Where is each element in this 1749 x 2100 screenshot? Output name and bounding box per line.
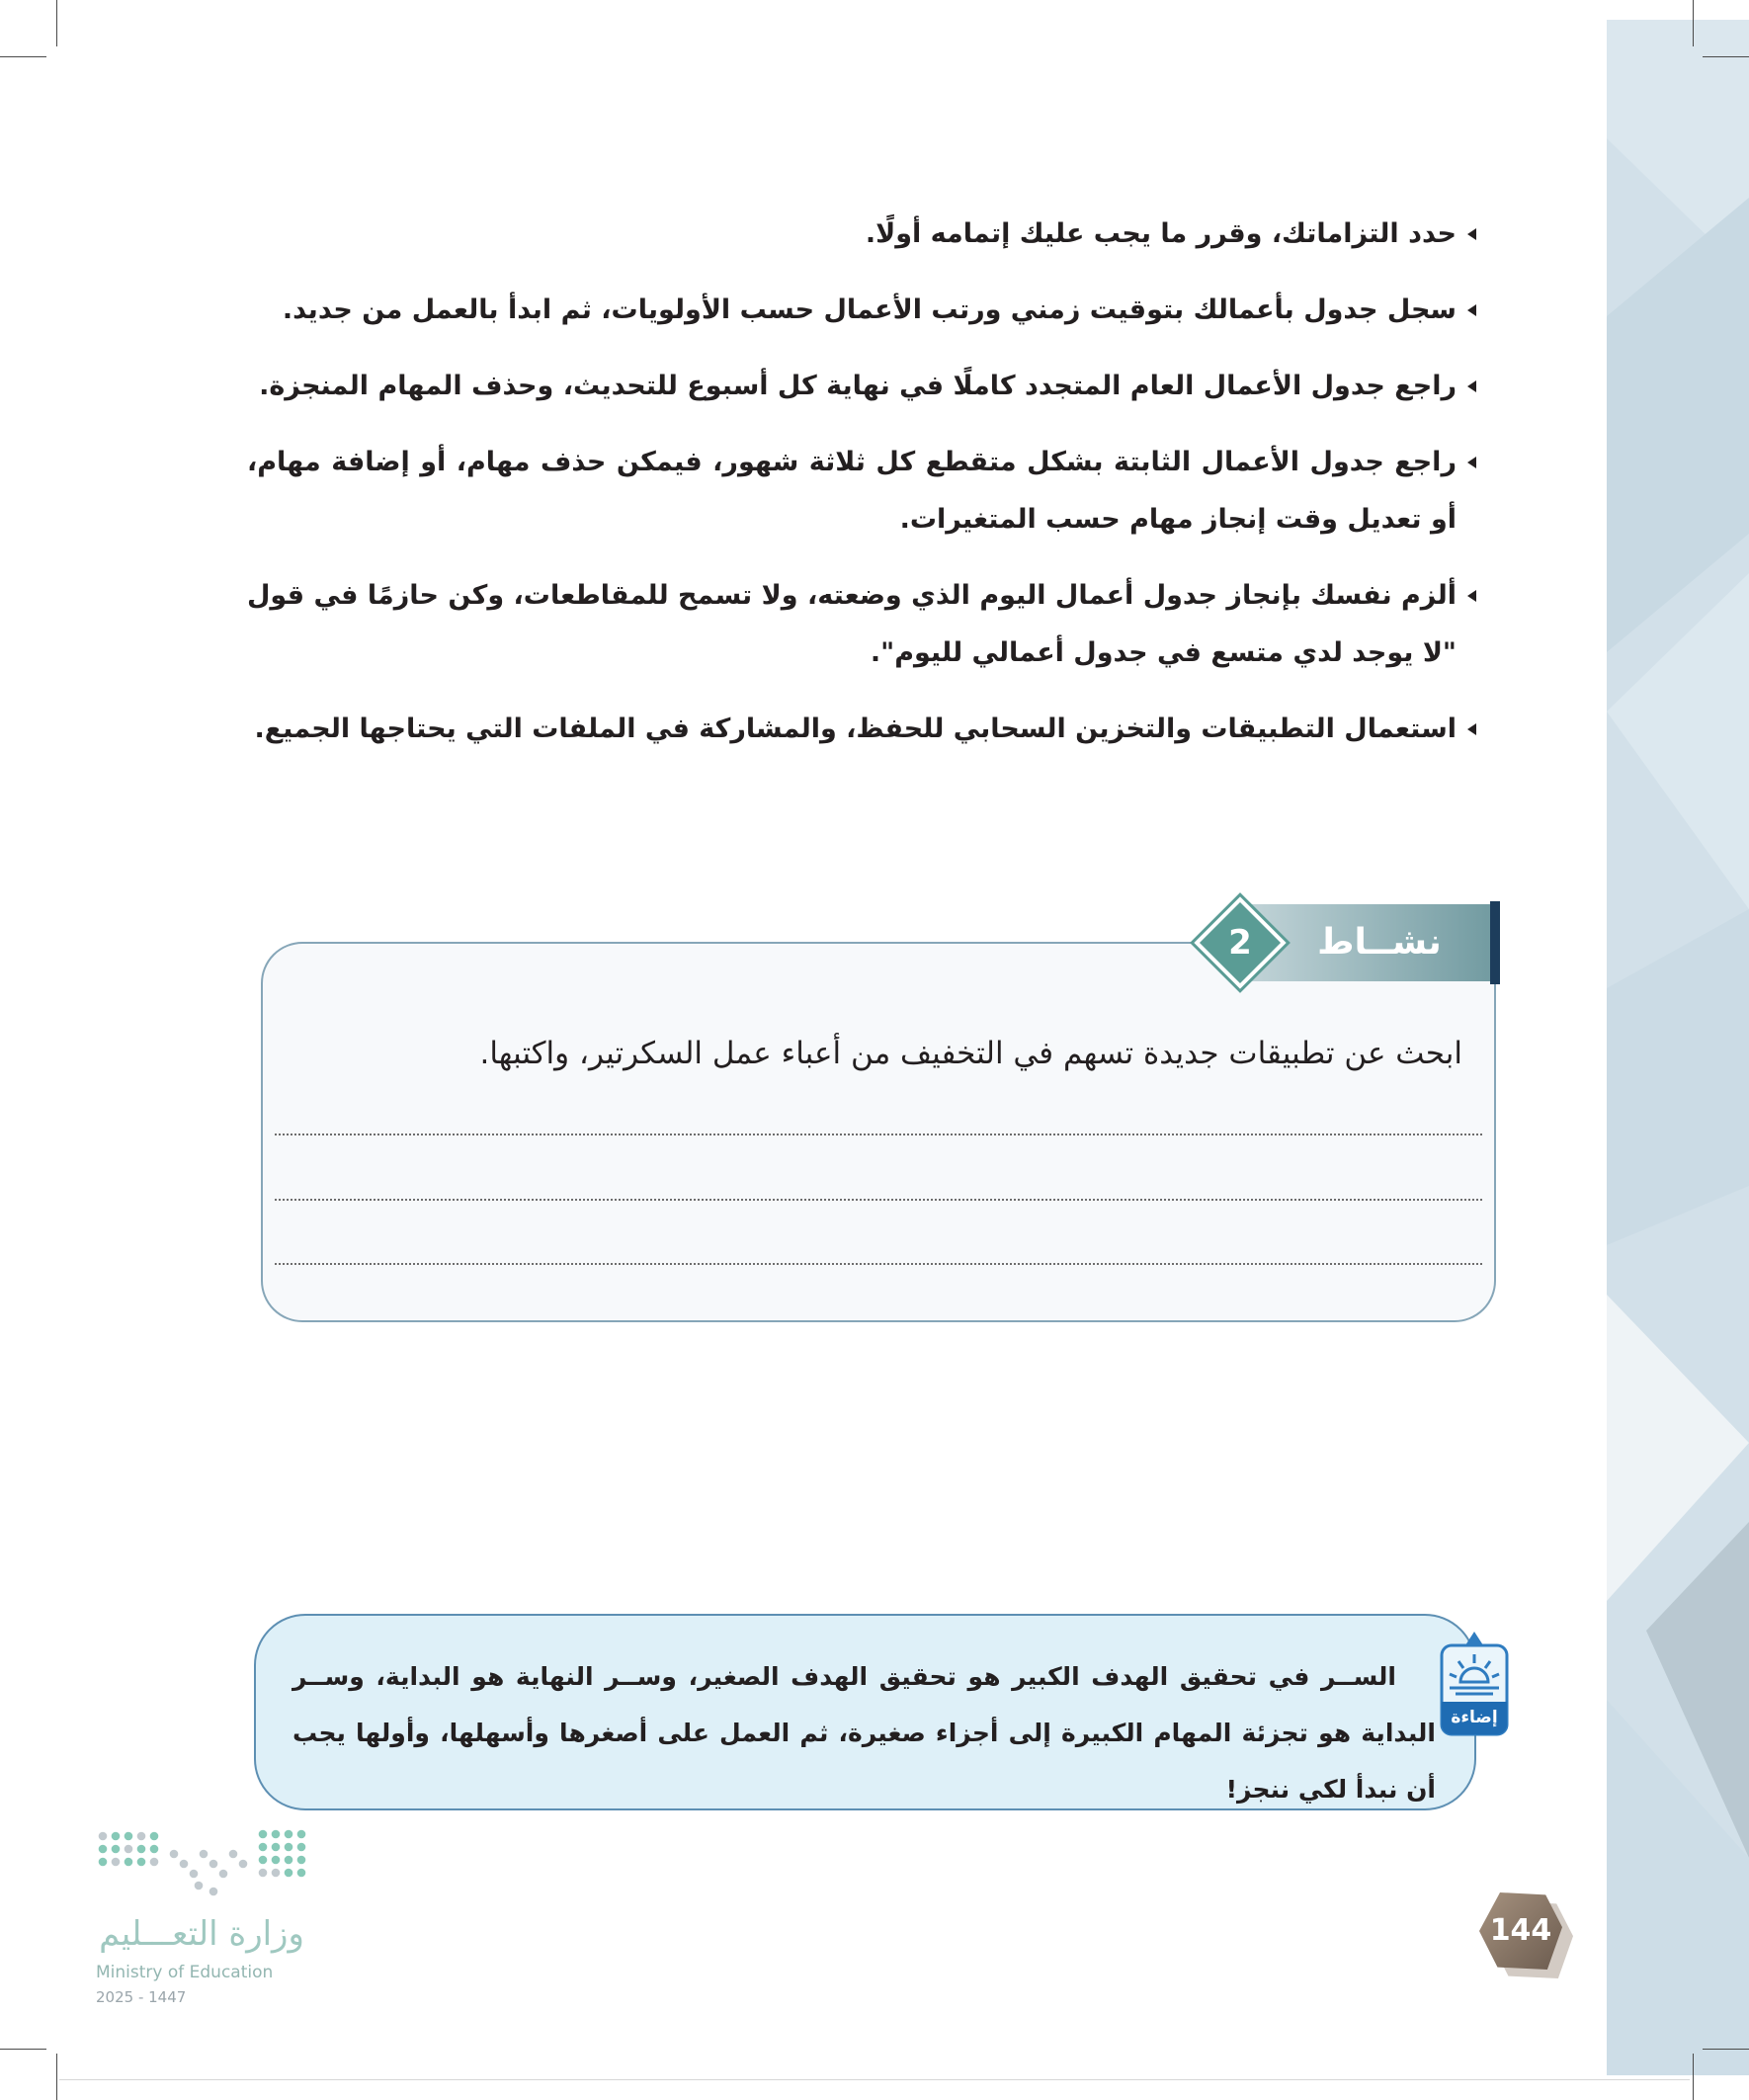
logo-dot	[112, 1845, 121, 1854]
logo-dot	[200, 1850, 208, 1859]
tip-text: الســر في تحقيق الهدف الكبير هو تحقيق الهدف الصغير، وســر النهاية هو البداية، وســر البداية هو تجزئة المهام الكبيرة إلى أجزاء صغيرة، ثم العمل على أصغرها وأسهلها، وأولها يجب أن نبدأ لكي ننجز!	[292, 1662, 1436, 1804]
logo-dot	[239, 1860, 248, 1869]
crop-mark	[0, 2049, 46, 2050]
ministry-logo-dots	[95, 1824, 312, 1899]
bullet-text: راجع جدول الأعمال العام المتجدد كاملًا في نهاية كل أسبوع للتحديث، وحذف المهام المنجزة.	[259, 371, 1457, 401]
logo-dot	[219, 1870, 228, 1879]
tips-bullet-list	[247, 206, 1478, 777]
activity-box	[261, 942, 1496, 1322]
logo-dot	[99, 1845, 108, 1854]
bullet-text: سجل جدول بأعمالك بتوقيت زمني ورتب الأعمال حسب الأولويات، ثم ابدأ بالعمل من جديد.	[282, 294, 1457, 325]
bullet-item	[247, 701, 1478, 758]
bottom-rule	[59, 2079, 1690, 2080]
logo-dot	[190, 1870, 199, 1879]
logo-dot	[170, 1850, 179, 1859]
answer-line	[275, 1134, 1482, 1135]
crop-mark	[56, 0, 57, 46]
logo-dot	[259, 1830, 268, 1839]
logo-dot	[272, 1869, 281, 1878]
bullet-arrow-icon	[1467, 380, 1476, 392]
logo-dot	[285, 1843, 293, 1852]
logo-dot	[297, 1856, 306, 1865]
logo-dot	[125, 1832, 133, 1841]
crop-mark	[56, 2054, 57, 2100]
logo-dot	[209, 1860, 218, 1869]
logo-dot	[297, 1869, 306, 1878]
logo-dot	[150, 1832, 159, 1841]
bullet-item	[247, 282, 1478, 339]
bullet-arrow-icon	[1467, 228, 1476, 240]
crop-mark	[1703, 2049, 1749, 2050]
logo-dot	[125, 1845, 133, 1854]
logo-dot	[285, 1869, 293, 1878]
activity-title: نشــاط	[1317, 922, 1442, 963]
bullet-arrow-icon	[1467, 457, 1476, 468]
logo-dot	[209, 1888, 218, 1896]
answer-line	[275, 1263, 1482, 1265]
logo-dot	[285, 1830, 293, 1839]
logo-dot	[285, 1856, 293, 1865]
bullet-text: حدد التزاماتك، وقرر ما يجب عليك إتمامه أولًا.	[865, 218, 1457, 249]
ministry-name-english: Ministry of Education	[96, 1963, 274, 1982]
logo-dot	[272, 1856, 281, 1865]
logo-dot	[150, 1858, 159, 1867]
bullet-text: ألزم نفسك بإنجاز جدول أعمال اليوم الذي وضعته، ولا تسمح للمقاطعات، وكن حازمًا في قول "لا يوجد لدي متسع في جدول أعمالي لليوم".	[247, 580, 1457, 668]
logo-dot	[137, 1832, 146, 1841]
bullet-item	[247, 434, 1478, 548]
activity-header-bar	[1490, 901, 1500, 984]
bullet-arrow-icon	[1467, 723, 1476, 735]
tip-text-block	[292, 1648, 1436, 1817]
crop-mark	[1703, 56, 1749, 57]
tip-text-spacer	[1396, 1648, 1436, 1688]
bullet-text: استعمال التطبيقات والتخزين السحابي للحفظ، والمشاركة في الملفات التي يحتاجها الجميع.	[254, 714, 1457, 744]
bullet-arrow-icon	[1467, 304, 1476, 316]
tip-label: إضاءة	[1451, 1708, 1498, 1727]
activity-prompt: ابحث عن تطبيقات جديدة تسهم في التخفيف من أعباء عمل السكرتير، واكتبها.	[479, 1036, 1462, 1071]
logo-dot	[195, 1882, 204, 1890]
bullet-item	[247, 358, 1478, 415]
bullet-item	[247, 567, 1478, 682]
logo-dot	[259, 1869, 268, 1878]
crop-mark	[1693, 2054, 1694, 2100]
logo-dot	[180, 1860, 189, 1869]
logo-dot	[297, 1843, 306, 1852]
logo-dot	[259, 1843, 268, 1852]
logo-dot	[297, 1830, 306, 1839]
bullet-text: راجع جدول الأعمال الثابتة بشكل متقطع كل ثلاثة شهور، فيمكن حذف مهام، أو إضافة مهام، أو تعديل وقت إنجاز مهام حسب المتغيرات.	[247, 447, 1457, 535]
logo-dot	[272, 1843, 281, 1852]
answer-line	[275, 1199, 1482, 1201]
bullet-arrow-icon	[1467, 590, 1476, 602]
logo-dot	[272, 1830, 281, 1839]
logo-dot	[150, 1845, 159, 1854]
crop-mark	[1693, 0, 1694, 46]
logo-dot	[229, 1850, 238, 1859]
page-number: 144	[1489, 1913, 1552, 1948]
logo-dot	[99, 1832, 108, 1841]
logo-dot	[99, 1858, 108, 1867]
logo-dot	[112, 1858, 121, 1867]
ministry-name-arabic: وزارة التعـــليم	[99, 1914, 304, 1954]
logo-dot	[137, 1845, 146, 1854]
bullet-item	[247, 206, 1478, 263]
crop-mark	[0, 56, 46, 57]
ministry-years: 2025 - 1447	[96, 1988, 187, 2006]
side-decor-panel	[1607, 20, 1749, 2075]
logo-dot	[259, 1856, 268, 1865]
tip-badge	[1440, 1631, 1509, 1737]
logo-dot	[125, 1858, 133, 1867]
logo-dot	[112, 1832, 121, 1841]
activity-number: 2	[1228, 923, 1252, 963]
logo-dot	[137, 1858, 146, 1867]
